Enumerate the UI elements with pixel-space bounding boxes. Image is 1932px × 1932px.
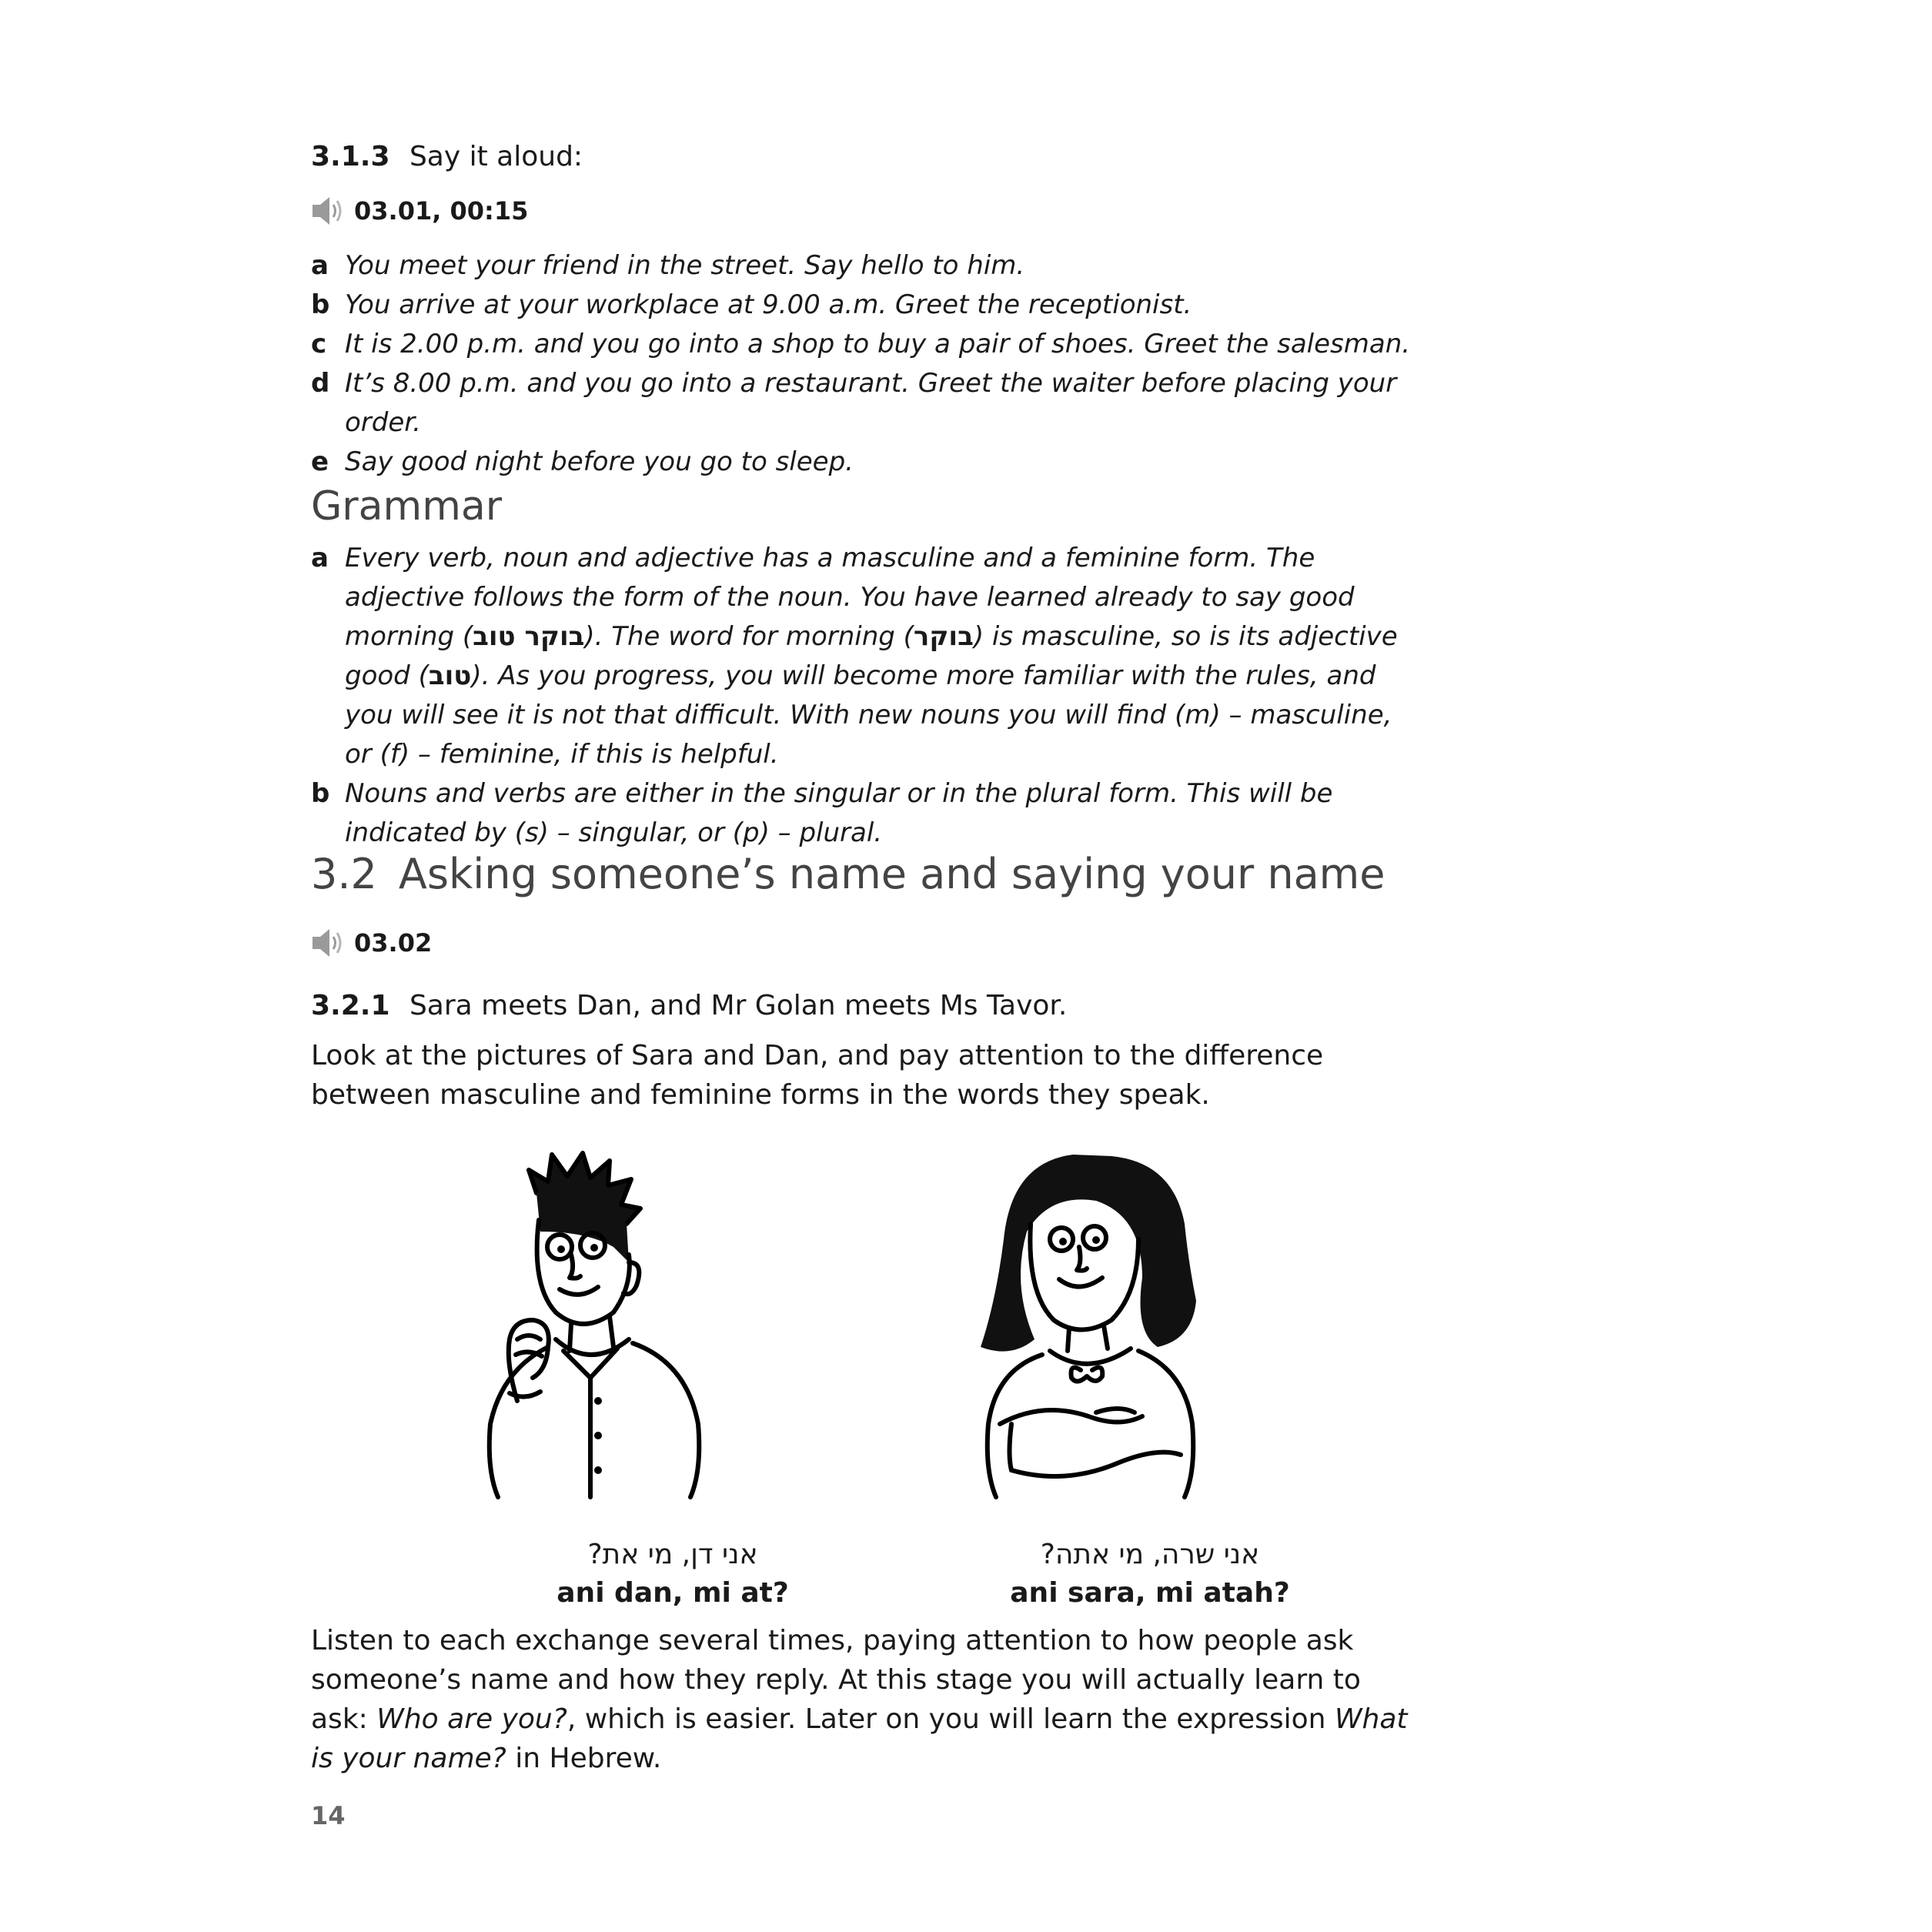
grammar-list <box>311 539 1412 853</box>
sara-caption <box>919 1536 1381 1613</box>
closing-paragraph: Listen to each exchange several times, paying attention to how people ask someone’s name and how they reply. At this stage you will actually learn to ask: Who are you?, which is easier. Later on you will learn the expression What is your name? in Hebrew. <box>311 1625 1408 1774</box>
audio-label: 03.02 <box>354 928 433 958</box>
list-item: b You arrive at your workplace at 9.00 a.m. Greet the receptionist. <box>311 289 1192 320</box>
page-number: 14 <box>311 1801 346 1830</box>
sara-illustration <box>965 1147 1212 1501</box>
hebrew-term: טוב <box>428 660 472 691</box>
section-313-heading <box>311 141 583 172</box>
section-321-heading: 3.2.1 Sara meets Dan, and Mr Golan meets Ms Tavor. <box>311 990 1068 1021</box>
list-item: a You meet your friend in the street. Say hello to him. <box>311 250 1025 281</box>
section-title: Say it aloud: <box>409 141 583 172</box>
audio-label: 03.01, 00:15 <box>354 196 529 226</box>
sara-translit: ani sara, mi atah? <box>1010 1577 1290 1609</box>
audio-track-0301[interactable] <box>311 194 528 228</box>
list-item: a Every verb, noun and adjective has a masculine and a feminine form. The adjective follows the form of the noun. You have learned already to say good morning (בוקר טוב). The word for morning (בוקר) is masculine, so is its adjective good (טוב). As you progress, you will become more familiar with the rules, and you will see it is not that difficult. With new nouns you will find (m) – masculine, or (f) – feminine, if this is helpful. <box>311 539 1412 774</box>
dan-caption <box>442 1536 904 1613</box>
section-number: 3.1.3 <box>311 141 390 172</box>
grammar-note-a: Every verb, noun and adjective has a masculine and a feminine form. The adjective follows the form of the noun. You have learned already to say good morning (בוקר טוב). The word for morning (בוקר) is masculine, so is its adjective good (טוב). As you progress, you will become more familiar with the rules, and you will see it is not that difficult. With new nouns you will find (m) – masculine, or (f) – feminine, if this is helpful. <box>345 543 1398 770</box>
list-item: d It’s 8.00 p.m. and you go into a restaurant. Greet the waiter before placing your order. <box>311 368 1397 438</box>
speaker-icon <box>311 194 346 228</box>
dan-hebrew: אני דן, מי את? <box>587 1539 758 1570</box>
list-item: e Say good night before you go to sleep. <box>311 446 854 477</box>
section-321-intro: Look at the pictures of Sara and Dan, and pay attention to the difference between masculine and feminine forms in the words they speak. <box>311 1040 1324 1111</box>
section-32-heading: 3.2 Asking someone’s name and saying your name <box>311 850 1385 898</box>
grammar-heading: Grammar <box>311 483 503 530</box>
grammar-note-b: Nouns and verbs are either in the singular or in the plural form. This will be indicated by (s) – singular, or (p) – plural. <box>345 778 1333 848</box>
speaker-icon <box>311 926 346 960</box>
sara-hebrew: אני שרה, מי אתה? <box>1040 1539 1260 1570</box>
exercise-list <box>311 246 1412 482</box>
hebrew-term: בוקר טוב <box>473 621 585 652</box>
list-item: b Nouns and verbs are either in the singular or in the plural form. This will be indicated by (s) – singular, or (p) – plural. <box>311 774 1412 853</box>
audio-track-0302[interactable] <box>311 926 432 960</box>
dan-translit: ani dan, mi at? <box>557 1577 789 1609</box>
hebrew-term: בוקר <box>913 621 974 652</box>
list-item: c It is 2.00 p.m. and you go into a shop to buy a pair of shoes. Greet the salesman. <box>311 329 1411 359</box>
dan-illustration <box>456 1147 717 1501</box>
